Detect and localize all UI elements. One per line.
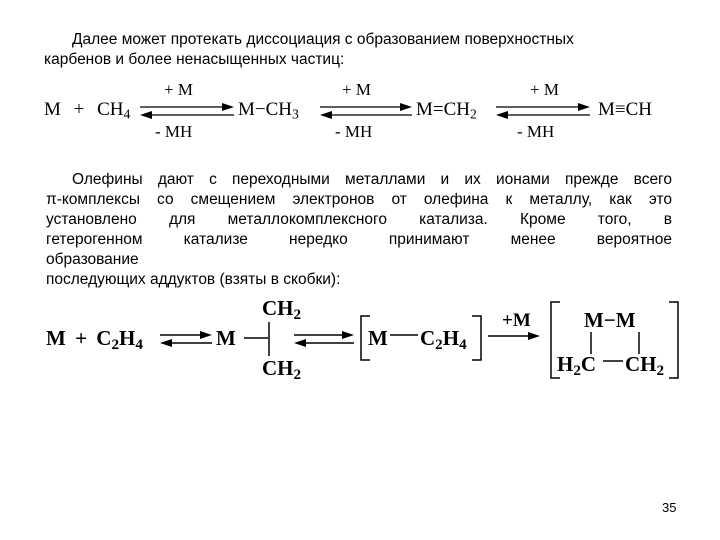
methane-symbol: CH <box>97 99 124 120</box>
right-bracket <box>470 314 484 362</box>
sigma-adduct-ethylene: $C_2H_4$ <box>420 326 467 353</box>
equilibrium-arrow-1 <box>138 100 236 122</box>
ring-carbon-right: $CH_2$ <box>625 352 665 379</box>
equilibrium-arrow-2 <box>318 100 414 122</box>
arrow3-top-label: + M <box>530 80 559 99</box>
intro-line-1: Далее может протекать диссоциация с образованием поверхностных <box>72 31 574 48</box>
paragraph-line-3: установлено для металлокомплексного катализа. Кроме того, в <box>46 211 672 228</box>
arrow3-bottom-label: - MH <box>517 122 555 141</box>
subscript: 4 <box>123 106 131 122</box>
equilibrium-arrow-5 <box>292 328 356 350</box>
intro-line-2: карбенов и более ненасыщенных частиц: <box>44 51 345 68</box>
page-number: 35 <box>662 500 677 515</box>
ch2-top: $CH_2$ <box>262 296 302 323</box>
ch2-bottom: $CH_2$ <box>262 356 302 383</box>
pi-complex-metal: M <box>216 326 236 350</box>
ring-metal-metal: M−M <box>584 308 636 332</box>
paragraph-line-6: последующих аддуктов (взяты в скобки): <box>46 271 341 288</box>
equilibrium-arrow-3 <box>494 100 592 122</box>
equilibrium-arrow-4 <box>158 328 214 350</box>
plus-sign: + <box>73 99 85 120</box>
plus-m-label: +M <box>502 310 531 331</box>
paragraph-line-4: гетерогенном катализе нередко принимают менее вероятное <box>46 231 672 248</box>
paragraph-line-1: Олефины дают с переходными металлами и их ионами прежде всего <box>72 171 672 188</box>
ring-carbon-bond <box>603 356 625 366</box>
paragraph-line-2: π-комплексы со смещением электронов от олефина к металлу, как это <box>46 191 672 208</box>
reaction1-reactants <box>44 99 130 121</box>
arrow2-top-label: + M <box>342 80 371 99</box>
pi-complex-bonds <box>242 320 272 358</box>
arrow1-bottom-label: - MH <box>155 122 193 141</box>
reaction2-reactants: $M + C_2H_4$ <box>46 326 143 353</box>
ring-right-bracket <box>667 300 681 380</box>
carbyne-metal: M≡CH <box>598 99 653 120</box>
arrow2-bottom-label: - MH <box>335 122 373 141</box>
carbene-metal: $M=CH_2$ <box>416 99 477 122</box>
ring-carbon-left: $H_2C$ <box>557 352 597 379</box>
metal-symbol: M <box>44 99 61 120</box>
sigma-adduct-metal: M <box>368 326 388 350</box>
arrow1-top-label: + M <box>164 80 193 99</box>
methyl-metal: $M-CH_3$ <box>238 99 299 122</box>
sigma-bond <box>390 330 420 340</box>
paragraph-line-5: образование <box>46 251 139 268</box>
